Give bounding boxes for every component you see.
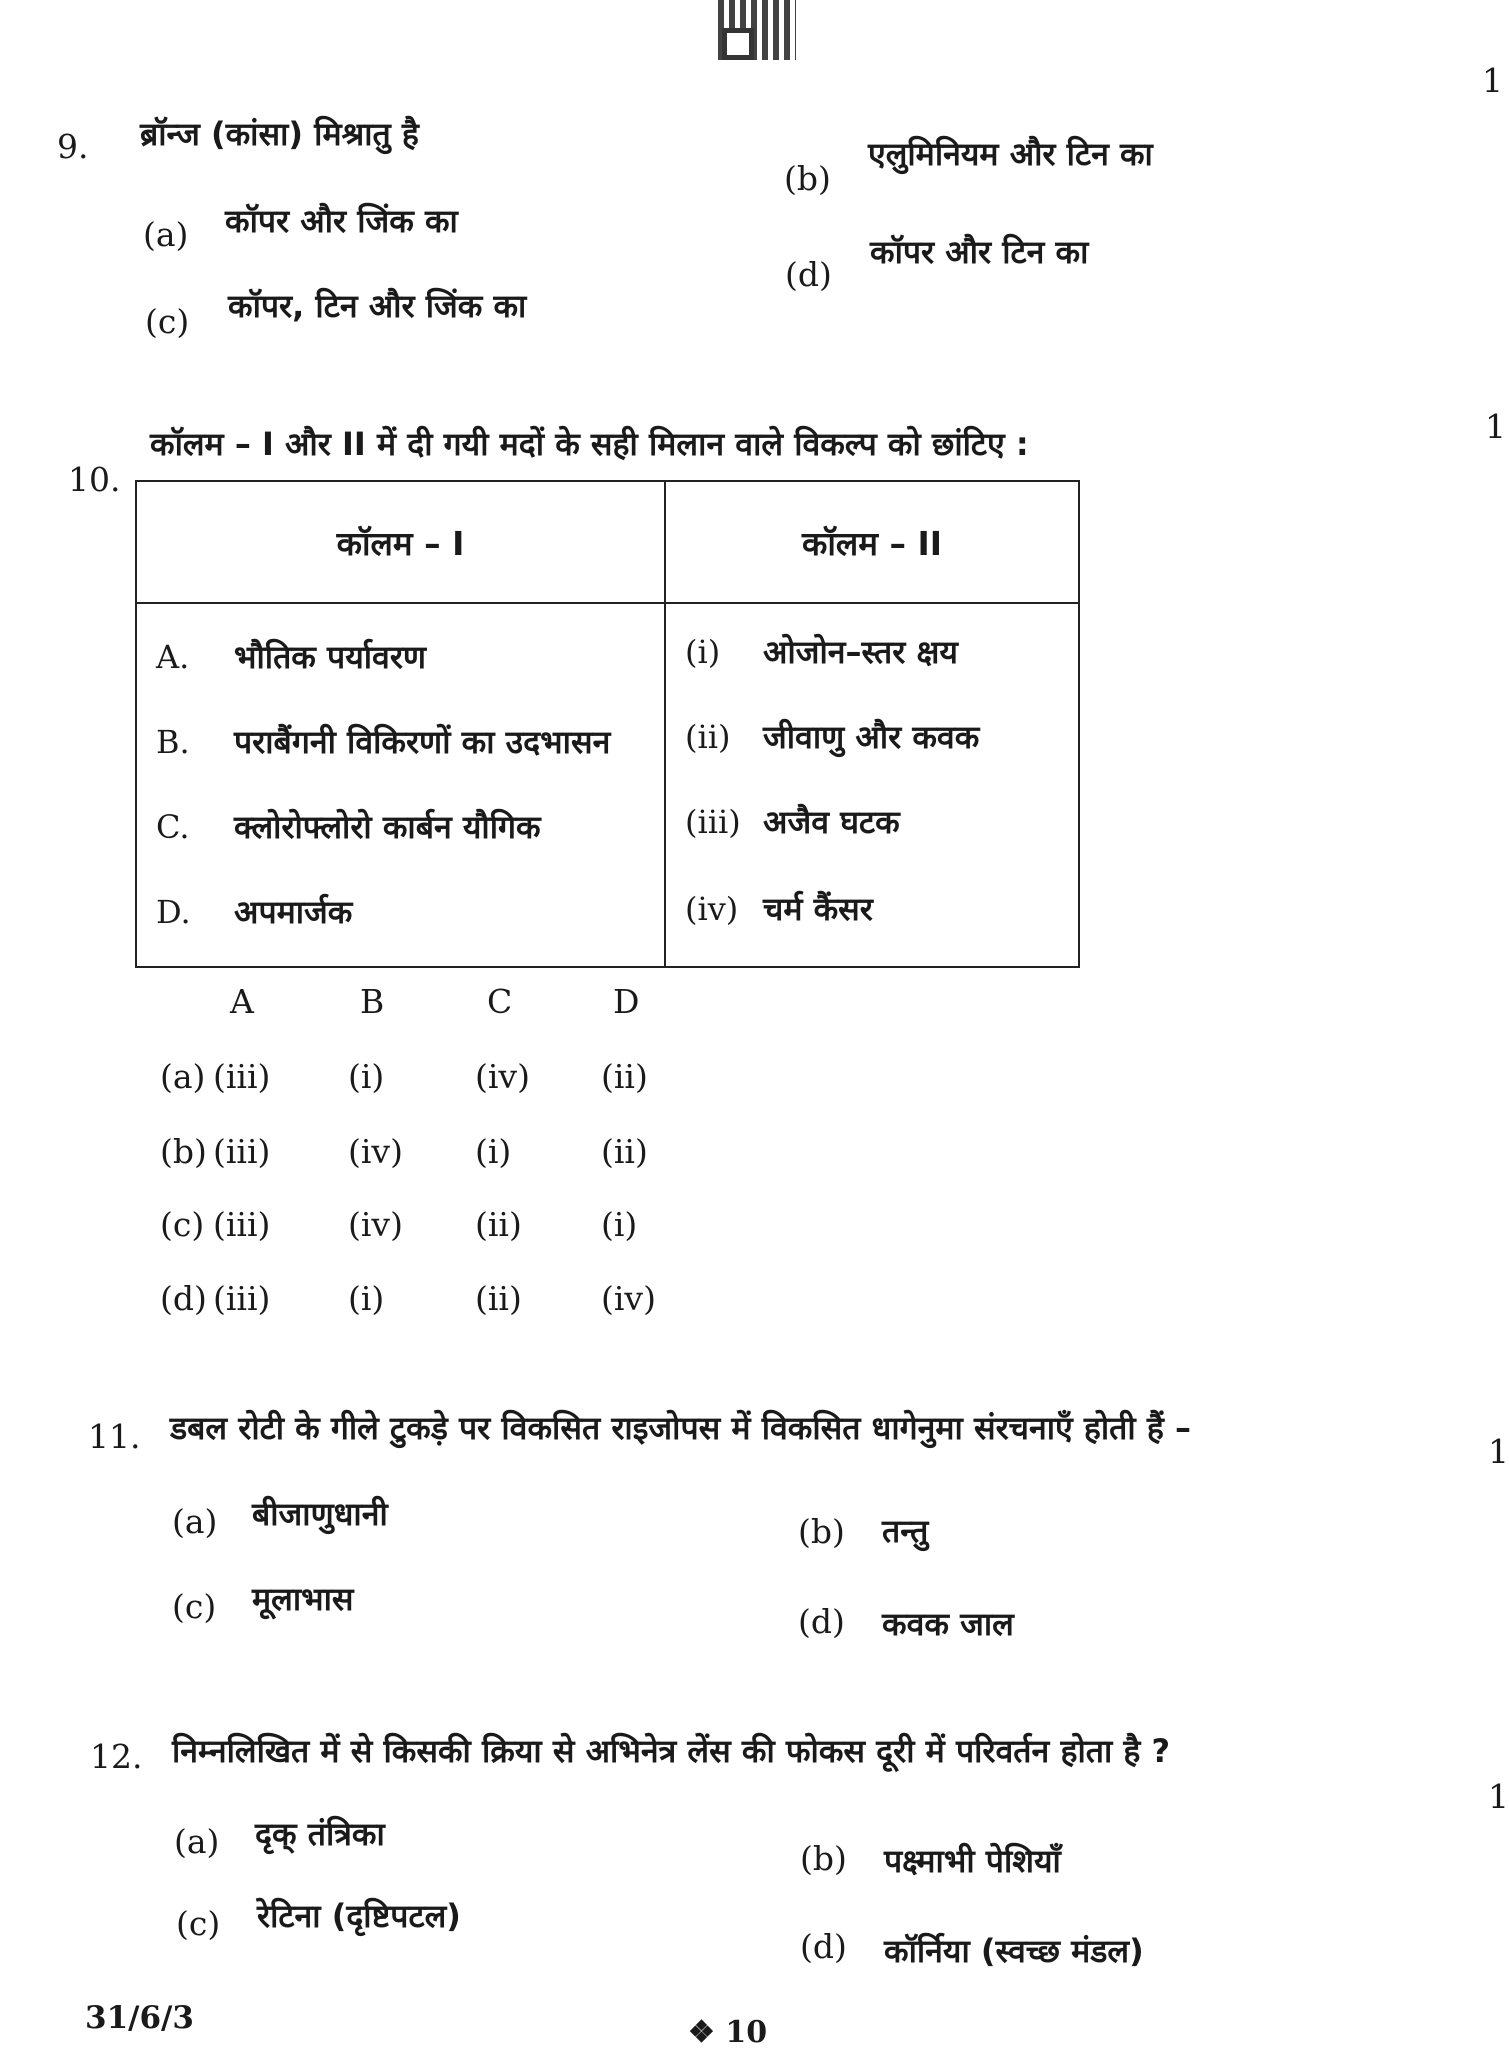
q10-number: 10. [68, 460, 121, 499]
q9-option-c-label: (c) [145, 302, 190, 341]
q11-option-b: तन्तु [882, 1512, 929, 1550]
answer-option-value: (ii) [601, 1057, 648, 1096]
paper-code: 31/6/3 [85, 2000, 194, 2036]
column-2-items [667, 605, 1077, 965]
answer-option-value: (i) [475, 1132, 512, 1171]
q11-option-d: कवक जाल [882, 1605, 1014, 1643]
answer-option-value: (iii) [213, 1057, 271, 1096]
column-2-item: (iii) अजैव घटक [685, 803, 900, 841]
q11-option-c: मूलाभास [252, 1580, 354, 1618]
q9-marks: 1 [1482, 61, 1503, 100]
answer-option-value: (iii) [213, 1205, 271, 1244]
q9-option-d: कॉपर और टिन का [870, 233, 1089, 271]
q12-option-b: पक्ष्माभी पेशियाँ [884, 1842, 1061, 1880]
answer-option-value: (iii) [213, 1132, 271, 1171]
q9-text: ब्रॉन्ज (कांसा) मिश्रातु है [140, 115, 419, 153]
column-2-item: (i) ओजोन–स्तर क्षय [685, 633, 958, 671]
answer-option-value: (i) [348, 1279, 385, 1318]
answer-option-value: (ii) [601, 1132, 648, 1171]
q9-option-a: कॉपर और जिंक का [225, 202, 458, 240]
column-1-item: D. अपमार्जक [156, 893, 353, 931]
answer-header: D [613, 982, 640, 1021]
q12-option-b-label: (b) [800, 1839, 847, 1878]
column-2-header: कॉलम – II [665, 481, 1079, 603]
q12-marks: 1 [1488, 1777, 1509, 1816]
matching-table [135, 480, 1080, 968]
q9-number: 9. [57, 127, 89, 166]
answer-option-value: (ii) [475, 1279, 522, 1318]
answer-option-value: (iv) [348, 1205, 403, 1244]
q11-option-d-label: (d) [798, 1602, 845, 1641]
page-number: ❖ 10 [688, 2015, 768, 2050]
q11-text: डबल रोटी के गीले टुकड़े पर विकसित राइजोपस में विकसित धागेनुमा संरचनाएँ होती हैं – [170, 1409, 1191, 1447]
column-1-items [138, 605, 663, 965]
answer-option-value: (i) [348, 1057, 385, 1096]
answer-header: B [360, 982, 385, 1021]
q9-option-a-label: (a) [143, 215, 189, 254]
q12-number: 12. [90, 1737, 143, 1776]
answer-header: A [230, 982, 254, 1021]
column-2-item: (ii) जीवाणु और कवक [685, 718, 980, 756]
answer-option-value: (iv) [348, 1132, 403, 1171]
q9-option-b: एलुमिनियम और टिन का [868, 135, 1153, 173]
q9-option-b-label: (b) [784, 159, 831, 198]
q10-text: कॉलम – I और II में दी गयी मदों के सही मिलान वाले विकल्प को छांटिए : [150, 425, 1029, 463]
answer-option-value: (iv) [601, 1279, 656, 1318]
q12-option-d: कॉर्निया (स्वच्छ मंडल) [884, 1932, 1144, 1970]
q11-option-a-label: (a) [172, 1502, 218, 1541]
answer-option-value: (iii) [213, 1279, 271, 1318]
q12-text: निम्नलिखित में से किसकी क्रिया से अभिनेत्र लेंस की फोकस दूरी में परिवर्तन होता है ? [172, 1732, 1171, 1770]
answer-option-value: (ii) [475, 1205, 522, 1244]
q12-option-a-label: (a) [174, 1822, 220, 1861]
q9-option-c: कॉपर, टिन और जिंक का [228, 287, 527, 325]
q9-option-d-label: (d) [785, 255, 832, 294]
column-1-item: A. भौतिक पर्यावरण [156, 638, 427, 676]
q11-option-a: बीजाणुधानी [252, 1495, 388, 1533]
q11-option-b-label: (b) [798, 1512, 845, 1551]
qr-code [718, 0, 796, 60]
answer-header: C [487, 982, 513, 1021]
q10-marks: 1 [1485, 407, 1506, 446]
column-1-item: C. क्लोरोफ्लोरो कार्बन यौगिक [156, 808, 541, 846]
q11-number: 11. [88, 1417, 141, 1456]
answer-option-label: (a) [160, 1057, 206, 1096]
q12-option-c-label: (c) [176, 1904, 221, 1943]
q12-option-d-label: (d) [800, 1927, 847, 1966]
answer-option-value: (iv) [475, 1057, 530, 1096]
column-1-item: B. पराबैंगनी विकिरणों का उदभासन [156, 723, 611, 761]
answer-option-label: (c) [160, 1205, 205, 1244]
q11-option-c-label: (c) [172, 1587, 217, 1626]
column-1-header: कॉलम – I [136, 481, 665, 603]
answer-option-value: (i) [601, 1205, 638, 1244]
q12-option-a: दृक् तंत्रिका [255, 1815, 385, 1853]
answer-option-label: (b) [160, 1132, 207, 1171]
q12-option-c: रेटिना (दृष्टिपटल) [257, 1897, 461, 1935]
column-2-item: (iv) चर्म कैंसर [685, 890, 873, 928]
q11-marks: 1 [1488, 1432, 1509, 1471]
answer-option-label: (d) [160, 1279, 207, 1318]
